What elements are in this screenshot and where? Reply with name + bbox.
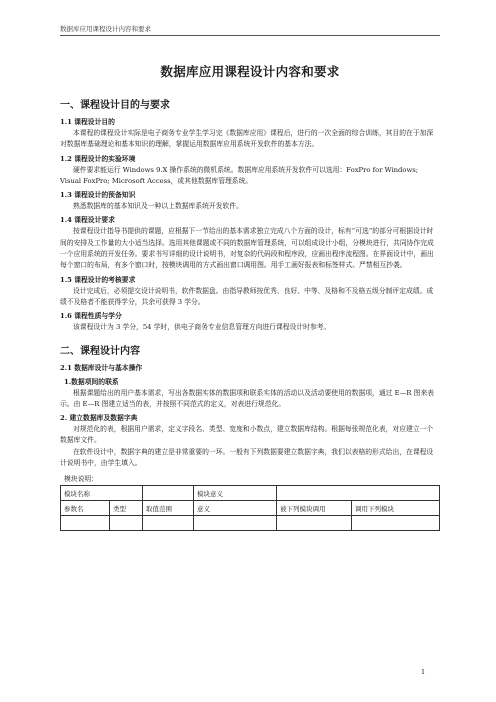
section-1-1-heading: 1.1 课程设计目的 [60,118,115,126]
table-cell: 模块意义 [194,486,277,501]
section-1-2-text: 硬件要求能运行 Windows 9.X 操作系统的微机系统。数据库应用系统开发软件可以选用：FoxPro for Windows; Visual FoxPro; Microsoft Access，或其他数据库管理系统。 [60,165,419,185]
section-1-1-text: 本课程的课程设计实际是电子商务专业学生学习完《数据库应用》课程后，进行的一次全面的综合训练，其目的在于加深对数据库基础理论和基本知识的理解，掌握运用数据库应用系统开发软件的基本方法。 [60,129,434,149]
section-1-6-text: 该课程设计为 3 学分，54 学时，供电子商务专业信息管理方向进行课程设计时参考。 [73,323,331,332]
section-1-5-heading: 1.5 课程设计的考核要求 [60,275,136,284]
subsection-1-heading: 1.数据项间的联系 [64,377,119,386]
page-number: 1 [421,668,426,676]
section-2-heading: 二、课程设计内容 [60,345,140,357]
table-row [61,516,440,531]
document-title: 数据库应用课程设计内容和要求 [160,64,340,79]
table-cell: 意义 [194,501,277,516]
table-cell: 取值范围 [143,501,194,516]
table-row [61,486,440,501]
table-cell [194,516,277,531]
subsection-2-text-1: 对规范化的表，根据用户需求，定义字段名、类型、宽度和小数点，建立数据库结构。根据每张规范化表，对应建立一个数据库文件。 [60,425,434,445]
table-cell: 模块名称 [61,486,143,501]
section-1-4-heading: 1.4 课程设计要求 [60,216,115,225]
table-cell [352,516,440,531]
section-1-3-heading: 1.3 课程设计的预备知识 [60,191,136,200]
table-cell: 类型 [110,501,143,516]
running-header: 数据库应用课程设计内容和要求 [60,24,440,36]
subsection-1-text: 根据课题给出的用户基本需求，写出各数据实体的数据项和联系实体的活动以及活动要使用的数据项，通过 E—R 图来表示。由 E—R 图建立适当的表，并按照不同范式的定义，对表进行规范化。 [60,388,435,408]
table-cell [61,516,110,531]
table-caption: 模块说明： [64,475,98,484]
table-cell [110,516,143,531]
table-cell: 参数名 [61,501,110,516]
table-row [61,501,440,516]
section-1-3-text: 熟悉数据库的基本知识及一种以上数据库系统开发软件。 [73,202,243,211]
table-cell [277,486,440,501]
table-cell [143,486,194,501]
subsection-2-text-2: 在软件设计中，数据字典的建立是非常重要的一环。一般有下列数据要建立数据字典，我们以表格的形式给出，在课程设计说明书中，由学生填入。 [60,447,434,468]
table-cell: 调用下列模块 [352,501,440,516]
section-1-5-text: 设计完成后，必须提交设计说明书，软件数据盘。由指导教师按优秀、良好、中等、及格和不及格五级分制评定成绩。成绩不及格者不能获得学分，共余可获得 3 学分。 [60,286,434,306]
section-1-2-heading: 1.2 课程设计的实验环境 [60,154,136,163]
section-1-6-heading: 1.6 课程性质与学分 [60,312,122,321]
table-cell [277,516,352,531]
module-table [60,485,440,531]
document-body [60,62,440,531]
section-1-4-text: 按课程设计指导书提供的课题，应根据下一节给出的基本需求独立完成八个方面的设计，标有“可选”的部分可根据设计时间的安排及工作量的大小适当选择。选用其他课题或不同的数据库管理系统，可以组成设计小组，分模块进行，共同协作完成一个应用系统的开发任务。要求书写详细的设计说明书，对复杂的代码段和程序段，应画出程序流程图。在界面设计中，画出每个窗口的布局，有多个窗口时，按模块调用的方式画出窗口调用图。用手工画好报表和标签样式。严禁相互抄袭。 [60,227,434,270]
subsection-2-heading: 2. 建立数据库及数据字典 [60,414,138,423]
table-cell [143,516,194,531]
section-2-1-heading: 2.1 数据库设计与基本操作 [60,363,143,372]
table-cell: 被下列模块调用 [277,501,352,516]
section-1-heading: 一、课程设计目的与要求 [60,100,170,111]
